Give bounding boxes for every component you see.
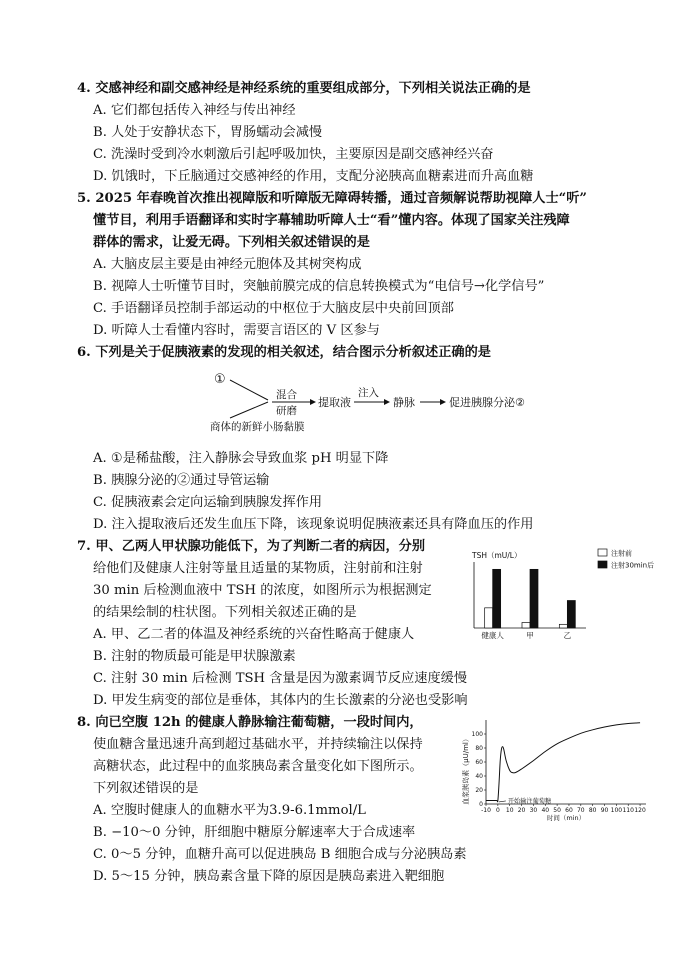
insulin-x-tick-label: 30 (529, 807, 538, 814)
insulin-y-tick-label: 100 (471, 731, 483, 738)
q7-option-b: B. 注射的物质最可能是甲状腺激素 (93, 649, 296, 664)
insulin-ylabel: 血浆胰岛素（μU/ml） (462, 735, 470, 805)
insulin-y-tick-label: 0 (479, 801, 483, 808)
q7-stem-line2: 给他们及健康人注射等量且适量的某物质，注射前和注射 (93, 561, 423, 576)
diagram-mix-label: 混合 (276, 389, 297, 401)
tsh-bar (559, 624, 567, 628)
q4-option-b: B. 人处于安静状态下，胃肠蠕动会减慢 (93, 125, 323, 140)
q5-stem-line1: 5. 2025 年春晚首次推出视障版和听障版无障碍转播，通过音频解说帮助视障人士“听” (77, 191, 588, 206)
tsh-bar (485, 608, 493, 628)
q5-option-a: A. 大脑皮层主要是由神经元胞体及其树突构成 (93, 257, 362, 272)
insulin-annotation-pointer (499, 801, 506, 802)
q6-option-a: A. ①是稀盐酸，注入静脉会导致血浆 pH 明显下降 (93, 451, 389, 466)
q8-option-c: C. 0～5 分钟，血糖升高可以促进胰岛 B 细胞合成与分泌胰岛素 (93, 847, 467, 862)
q7-option-c: C. 注射 30 min 后检测 TSH 含量是因为激素调节反应速度缓慢 (93, 671, 468, 686)
tsh-bar (567, 601, 575, 629)
insulin-x-tick-label: 80 (588, 807, 597, 814)
q5-stem-line2: 懂节目，利用手语翻译和实时字幕辅助听障人士“看”懂内容。体现了国家关注残障 (93, 213, 570, 228)
diagram-result: 促进胰腺分泌② (449, 396, 525, 409)
insulin-line-chart (454, 714, 652, 822)
q8-option-d: D. 5～15 分钟，胰岛素含量下降的原因是胰岛素进入靶细胞 (93, 869, 445, 884)
q8-option-a: A. 空腹时健康人的血糖水平为3.9-6.1mmol/L (93, 803, 366, 818)
secretin-flow-diagram (200, 366, 540, 434)
insulin-y-tick-label: 20 (475, 787, 483, 794)
q8-option-b: B. −10～0 分钟，肝细胞中糖原分解速率大于合成速率 (93, 825, 416, 840)
q8-stem-line3: 高糖状态，此过程中的血浆胰岛素含量变化如下图所示。 (93, 759, 423, 774)
insulin-x-tick-label: -10 (481, 807, 491, 814)
diagram-vein: 静脉 (393, 396, 415, 409)
insulin-x-tick-label: 100 (610, 807, 623, 814)
insulin-y-tick-label: 60 (475, 759, 483, 766)
insulin-curve (486, 723, 640, 802)
insulin-x-tick-label: 20 (517, 807, 526, 814)
insulin-x-tick-label: 40 (541, 807, 550, 814)
tsh-legend-label: 注射30min后 (611, 561, 655, 570)
insulin-xlabel: 时间（min） (546, 814, 586, 822)
q6-stem: 6. 下列是关于促胰液素的发现的相关叙述，结合图示分析叙述正确的是 (77, 345, 491, 360)
insulin-y-tick-label: 40 (475, 773, 483, 780)
q8-stem-line1: 8. 向已空腹 12h 的健康人静脉输注葡萄糖，一段时间内， (77, 715, 423, 730)
tsh-bar (530, 569, 538, 628)
q4-option-d: D. 饥饿时，下丘脑通过交感神经的作用，支配分泌胰高血糖素进而升高血糖 (93, 169, 534, 184)
q5-option-c: C. 手语翻译员控制手部运动的中枢位于大脑皮层中央前回顶部 (93, 301, 454, 316)
q6-option-b: B. 胰腺分泌的②通过导管运输 (93, 473, 270, 488)
q5-stem-line3: 群体的需求，让爱无碍。下列相关叙述错误的是 (93, 235, 370, 250)
insulin-x-tick-label: 10 (505, 807, 514, 814)
q8-stem-line4: 下列叙述错误的是 (93, 781, 199, 796)
tsh-legend-swatch (598, 561, 607, 568)
q7-stem-line4: 的结果绘制的柱状图。下列相关叙述正确的是 (93, 605, 357, 620)
insulin-annotation: 开始输注葡萄糖 (507, 797, 552, 805)
insulin-x-tick-label: 110 (622, 807, 634, 814)
q7-stem-line1: 7. 甲、乙两人甲状腺功能低下，为了判断二者的病因，分别 (77, 539, 426, 554)
tsh-bar (493, 569, 501, 628)
tsh-category-label: 甲 (526, 631, 534, 640)
insulin-x-tick-label: 0 (495, 807, 500, 814)
insulin-x-tick-label: 90 (600, 807, 609, 814)
q8-stem-line2: 使血糖含量迅速升高到超过基础水平，并持续输注以保持 (93, 737, 423, 752)
q5-option-b: B. 视障人士听懂节目时，突触前膜完成的信息转换模式为“电信号→化学信号” (93, 279, 545, 294)
diagram-inject-label: 注入 (358, 387, 379, 399)
q6-option-c: C. 促胰液素会定向运输到胰腺发挥作用 (93, 495, 323, 510)
tsh-legend-label: 注射前 (611, 549, 632, 558)
diagram-extract: 提取液 (318, 396, 351, 409)
q6-option-d: D. 注入提取液后还发生血压下降，该现象说明促胰液素还具有降血压的作用 (93, 517, 534, 532)
insulin-x-tick-label: 120 (634, 807, 646, 814)
tsh-bar-chart (462, 546, 668, 642)
tsh-category-label: 乙 (563, 631, 572, 640)
tsh-ylabel: TSH（mU/L） (472, 551, 522, 560)
insulin-y-tick-label: 80 (475, 745, 483, 752)
q4-option-a: A. 它们都包括传入神经与传出神经 (93, 103, 296, 118)
q7-stem-line3: 30 min 后检测血液中 TSH 的浓度，如图所示为根据测定 (93, 583, 432, 598)
q4-stem: 4. 交感神经和副交感神经是神经系统的重要组成部分，下列相关说法正确的是 (77, 81, 531, 96)
tsh-category-label: 健康人 (481, 631, 504, 640)
diagram-grind-label: 研磨 (276, 405, 297, 417)
q7-option-a: A. 甲、乙二者的体温及神经系统的兴奋性略高于健康人 (93, 627, 415, 642)
diagram-circle-1: ① (214, 372, 226, 387)
insulin-x-tick-label: 70 (576, 807, 585, 814)
insulin-x-tick-label: 50 (553, 807, 561, 814)
tsh-legend-swatch (598, 549, 607, 556)
tsh-bar (522, 623, 530, 629)
insulin-x-tick-label: 60 (565, 807, 573, 814)
diagram-mucosa: 商体的新鲜小肠黏膜 (210, 421, 305, 433)
q4-option-c: C. 洗澡时受到冷水刺激后引起呼吸加快，主要原因是副交感神经兴奋 (93, 147, 494, 162)
q5-option-d: D. 听障人士看懂内容时，需要言语区的 V 区参与 (93, 323, 380, 338)
q7-option-d: D. 甲发生病变的部位是垂体，其体内的生长激素的分泌也受影响 (93, 693, 468, 708)
